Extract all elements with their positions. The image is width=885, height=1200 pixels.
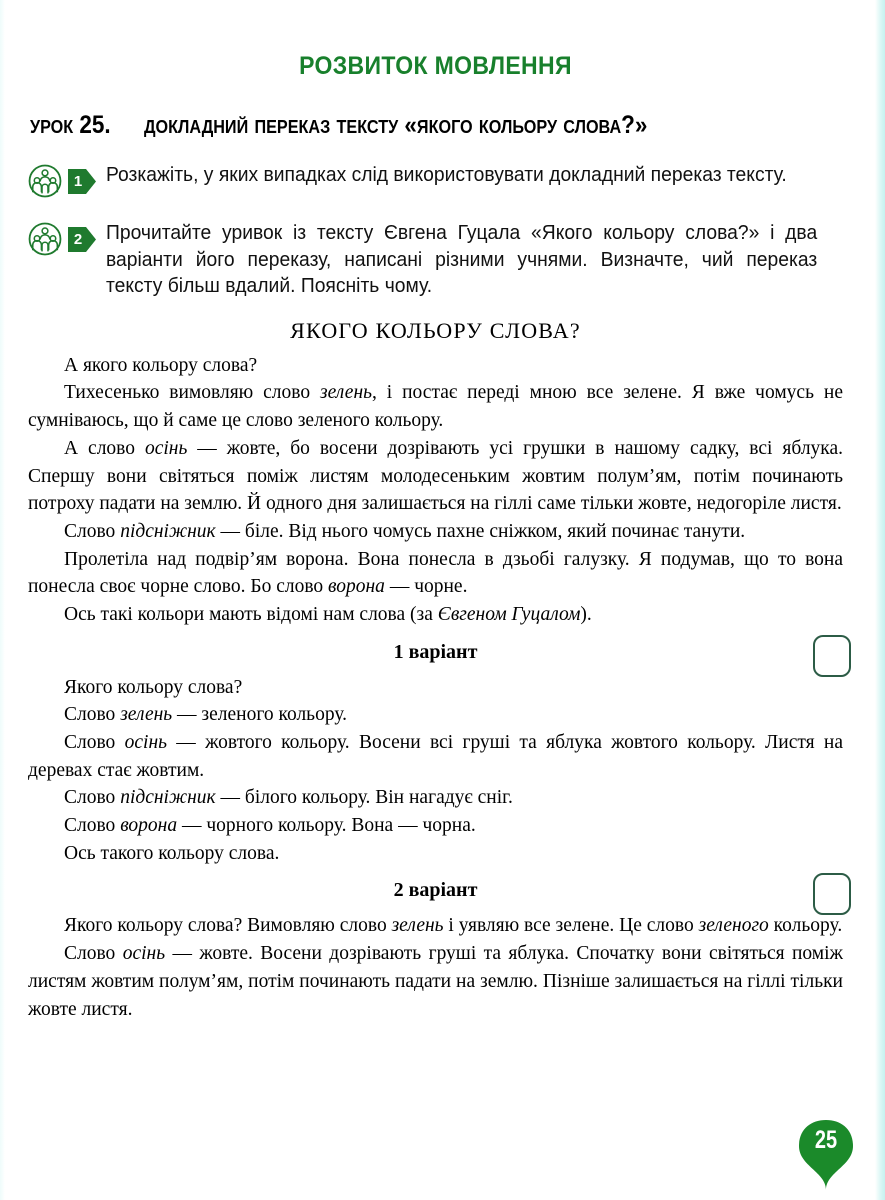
page-number: 25 xyxy=(814,1126,838,1154)
variant-label: 1 варіант xyxy=(393,640,478,663)
lesson-title: докладний переказ тексту «якого кольору слова?» xyxy=(143,111,648,139)
paragraph xyxy=(28,940,843,1023)
emphasised-word: Євгеном Гуцалом xyxy=(437,603,581,625)
text-run: — жовте. Восени дозрівають груші та яблука. Спочатку вони світяться поміж листям жовтим полум’ям, потім починають падати на землю. Пізніше залишається на гіллі тільки жовте листя. xyxy=(28,943,843,1020)
group-work-icon xyxy=(28,164,62,198)
emphasised-word: зелень xyxy=(320,382,372,404)
text-run: Ось такого кольору слова. xyxy=(64,842,280,864)
emphasised-word: осінь xyxy=(124,732,167,754)
text-run: і уявляю все зелене. Це слово xyxy=(443,915,699,937)
paragraph xyxy=(28,379,843,434)
paragraph xyxy=(28,840,843,868)
exercise-item xyxy=(28,162,843,198)
answer-checkbox[interactable] xyxy=(813,873,851,915)
paragraph xyxy=(28,601,843,629)
text-run: Пролетіла над подвір’ям ворона. Вона понесла в дзьобі галузку. Я подумав, що то вона понесла своє чорне слово. Бо слово xyxy=(28,548,843,598)
text-run: Якого кольору слова? Вимовляю слово xyxy=(64,915,392,937)
paragraph xyxy=(28,729,843,784)
emphasised-word: осінь xyxy=(122,943,166,965)
text-run: А якого кольору слова? xyxy=(64,354,258,376)
text-run: — жовте, бо восени дозрівають усі грушки в нашому садку, всі яблука. Спершу вони світяться поміж листям молодесеньким жовтим полум’ям, потім починають потроху падати на землю. Й одного дня залишається на гіллі саме тільки жовте, недогоріле листя. xyxy=(28,437,844,515)
text-run: Слово xyxy=(64,943,123,965)
paragraph xyxy=(28,912,843,940)
variant-body xyxy=(28,912,843,1023)
lesson-number: урок 25. xyxy=(30,111,111,139)
paragraph xyxy=(28,674,843,702)
variant-body xyxy=(28,674,843,868)
exercise-number-badge xyxy=(67,168,97,195)
emphasised-word: зелень xyxy=(391,915,444,937)
exercise-number: 2 xyxy=(73,230,83,248)
text-run: ). xyxy=(580,603,592,625)
emphasised-word: підсніжник xyxy=(120,520,216,542)
text-run: кольору. xyxy=(768,915,843,937)
text-run: Слово xyxy=(64,704,121,726)
emphasised-word: ворона xyxy=(120,815,178,837)
text-run: Тихесенько вимовляю слово xyxy=(64,382,321,404)
exercise-item xyxy=(28,220,843,300)
text-run: , і постає переді мною все зелене. Я вже чомусь не сумніваюсь, що й саме це слово зеленого кольору. xyxy=(28,382,843,432)
lesson-heading xyxy=(28,111,843,140)
paragraph xyxy=(28,812,843,840)
emphasised-word: осінь xyxy=(144,437,188,459)
variant-heading xyxy=(28,879,843,902)
text-run: Слово xyxy=(64,787,121,809)
paragraph xyxy=(28,518,843,546)
text-run: Слово xyxy=(64,520,121,542)
reading-passage xyxy=(28,318,843,629)
exercise-icon-group xyxy=(28,162,106,198)
text-run: — чорне. xyxy=(384,576,468,598)
paragraph xyxy=(28,701,843,729)
variant-heading xyxy=(28,641,843,664)
emphasised-word: зеленого xyxy=(698,915,769,937)
exercise-text: Розкажіть, у яких випадках слід використовувати докладний переказ тексту. xyxy=(106,164,787,186)
emphasised-word: зелень xyxy=(120,704,173,726)
paragraph xyxy=(28,784,843,812)
text-run: Якого кольору слова? xyxy=(64,676,243,698)
exercise-text: Прочитайте уривок із тексту Євгена Гуцала «Якого кольору слова?» і два варіанти його переказу, написані різними учнями. Визначте, чий переказ тексту більш вдалий. Поясніть чому. xyxy=(106,222,818,298)
text-run: — біле. Від нього чомусь пахне сніжком, який починає танути. xyxy=(215,520,746,542)
variant-label: 2 варіант xyxy=(393,879,478,902)
passage-title: ЯКОГО КОЛЬОРУ СЛОВА? xyxy=(290,317,581,343)
text-run: — жовтого кольору. Восени всі груші та яблука жовтого кольору. Листя на деревах стає жовтим. xyxy=(28,732,844,781)
text-run: Ось такі кольори мають відомі нам слова (за xyxy=(64,603,438,625)
text-run: Слово xyxy=(64,732,125,754)
paragraph xyxy=(28,352,843,380)
passage-body xyxy=(28,352,843,629)
text-run: Слово xyxy=(64,815,121,837)
paragraph xyxy=(28,546,843,601)
section-header: РОЗВИТОК МОВЛЕННЯ xyxy=(299,52,572,80)
paragraph xyxy=(28,435,843,518)
text-run: — зеленого кольору. xyxy=(172,704,347,726)
exercise-icon-group xyxy=(28,220,106,256)
exercise-number-badge xyxy=(67,226,97,253)
exercise-number: 1 xyxy=(73,172,83,190)
text-run: — білого кольору. Він нагадує сніг. xyxy=(215,787,513,809)
page-number-marker xyxy=(795,1118,857,1190)
text-run: — чорного кольору. Вона — чорна. xyxy=(177,815,476,837)
answer-checkbox[interactable] xyxy=(813,635,851,677)
emphasised-word: ворона xyxy=(328,576,385,598)
group-work-icon xyxy=(28,222,62,256)
emphasised-word: підсніжник xyxy=(120,787,216,809)
text-run: А слово xyxy=(64,437,145,459)
